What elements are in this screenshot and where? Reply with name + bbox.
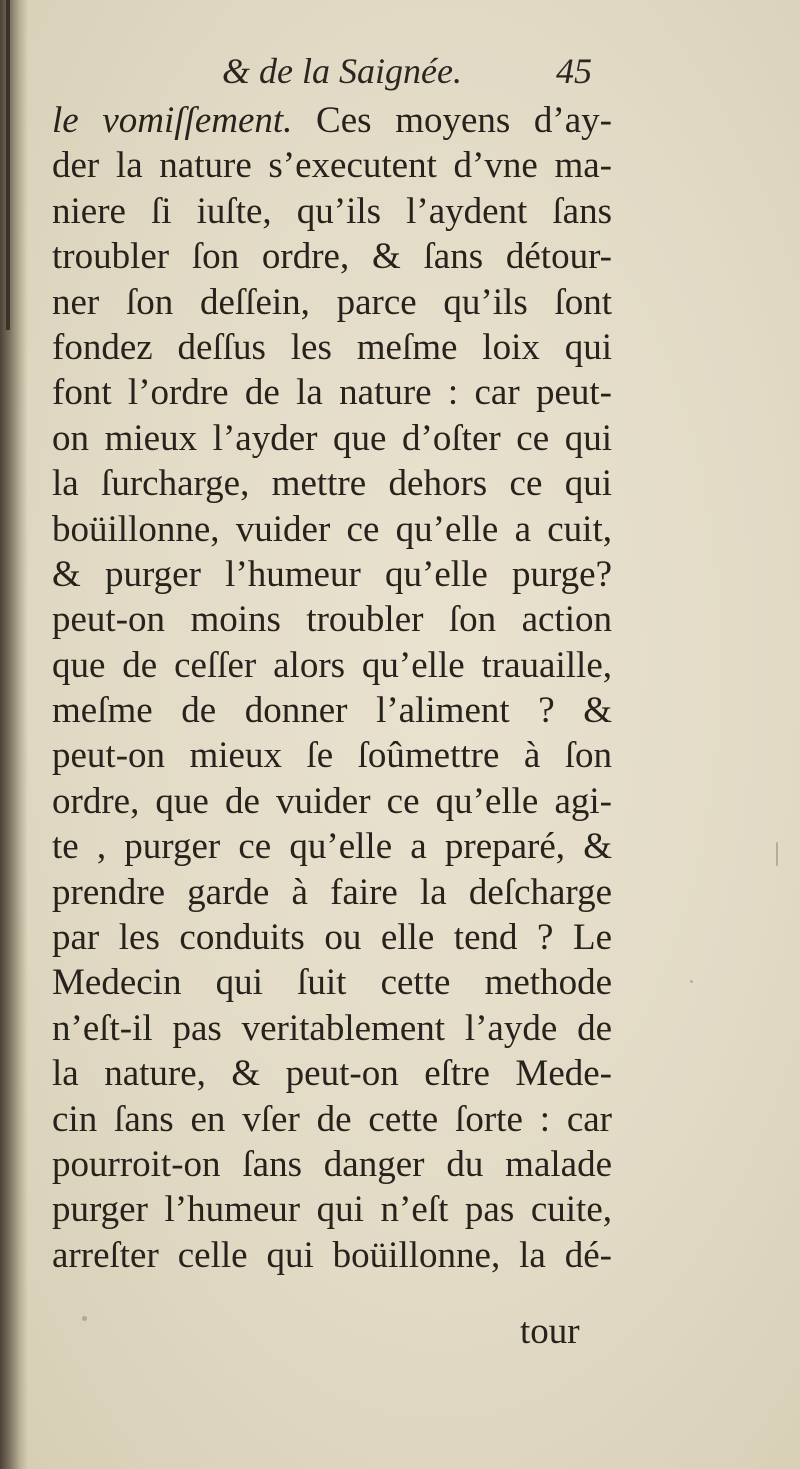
- text-line: arreſter celle qui boüillonne, la dé-: [52, 1234, 612, 1276]
- text-line: niere ſi iuſte, qu’ils l’aydent ſans: [52, 190, 612, 232]
- text-line: & purger l’humeur qu’elle purge?: [52, 553, 612, 595]
- text-line: troubler ſon ordre, & ſans détour-: [52, 236, 612, 278]
- text-line: te , purger ce qu’elle a preparé, &: [52, 826, 612, 868]
- paper-speck: [690, 980, 693, 983]
- italic-phrase: le vomiſſement.: [52, 100, 293, 141]
- text-line: que de ceſſer alors qu’elle trauaille,: [52, 644, 612, 686]
- paper-speck: [82, 1316, 87, 1321]
- text-line: pourroit-on ſans danger du malade: [52, 1143, 612, 1185]
- text-line: la nature, & peut-on eſtre Mede-: [52, 1053, 612, 1095]
- catchword: tour: [520, 1311, 580, 1352]
- page-header: [0, 44, 800, 104]
- text-line: par les conduits ou elle tend ? Le: [52, 917, 612, 959]
- text-line: prendre garde à faire la deſcharge: [52, 871, 612, 913]
- text-line: boüillonne, vuider ce qu’elle a cuit,: [52, 508, 612, 550]
- text-line: n’eſt-il pas veritablement l’ayde de: [52, 1007, 612, 1049]
- text-line: peut-on moins troubler ſon action: [52, 599, 612, 641]
- page-gutter-shadow: [0, 0, 28, 1469]
- body-text: [52, 98, 612, 1278]
- running-head: & de la Saignée.: [222, 51, 462, 91]
- text-line: on mieux l’ayder que d’oſter ce qui: [52, 417, 612, 459]
- text-line: cin ſans en vſer de cette ſorte : car: [52, 1098, 612, 1140]
- text-line: [52, 98, 612, 143]
- text-line: peut-on mieux ſe ſoûmettre à ſon: [52, 735, 612, 777]
- paper-speck: [776, 842, 778, 866]
- text-line: ordre, que de vuider ce qu’elle agi-: [52, 780, 612, 822]
- text-line: fondez deſſus les meſme loix qui: [52, 326, 612, 368]
- text-line: meſme de donner l’aliment ? &: [52, 690, 612, 732]
- text-line: der la nature s’executent d’vne ma-: [52, 145, 612, 187]
- text-line: la ſurcharge, mettre dehors ce qui: [52, 463, 612, 505]
- page-number: 45: [556, 51, 592, 91]
- text-line: purger l’humeur qui n’eſt pas cuite,: [52, 1189, 612, 1231]
- line-text: Ces moyens d’ay-: [292, 100, 612, 141]
- text-line: font l’ordre de la nature : car peut-: [52, 372, 612, 414]
- text-line: Medecin qui ſuit cette methode: [52, 962, 612, 1004]
- text-line: ner ſon deſſein, parce qu’ils ſont: [52, 281, 612, 323]
